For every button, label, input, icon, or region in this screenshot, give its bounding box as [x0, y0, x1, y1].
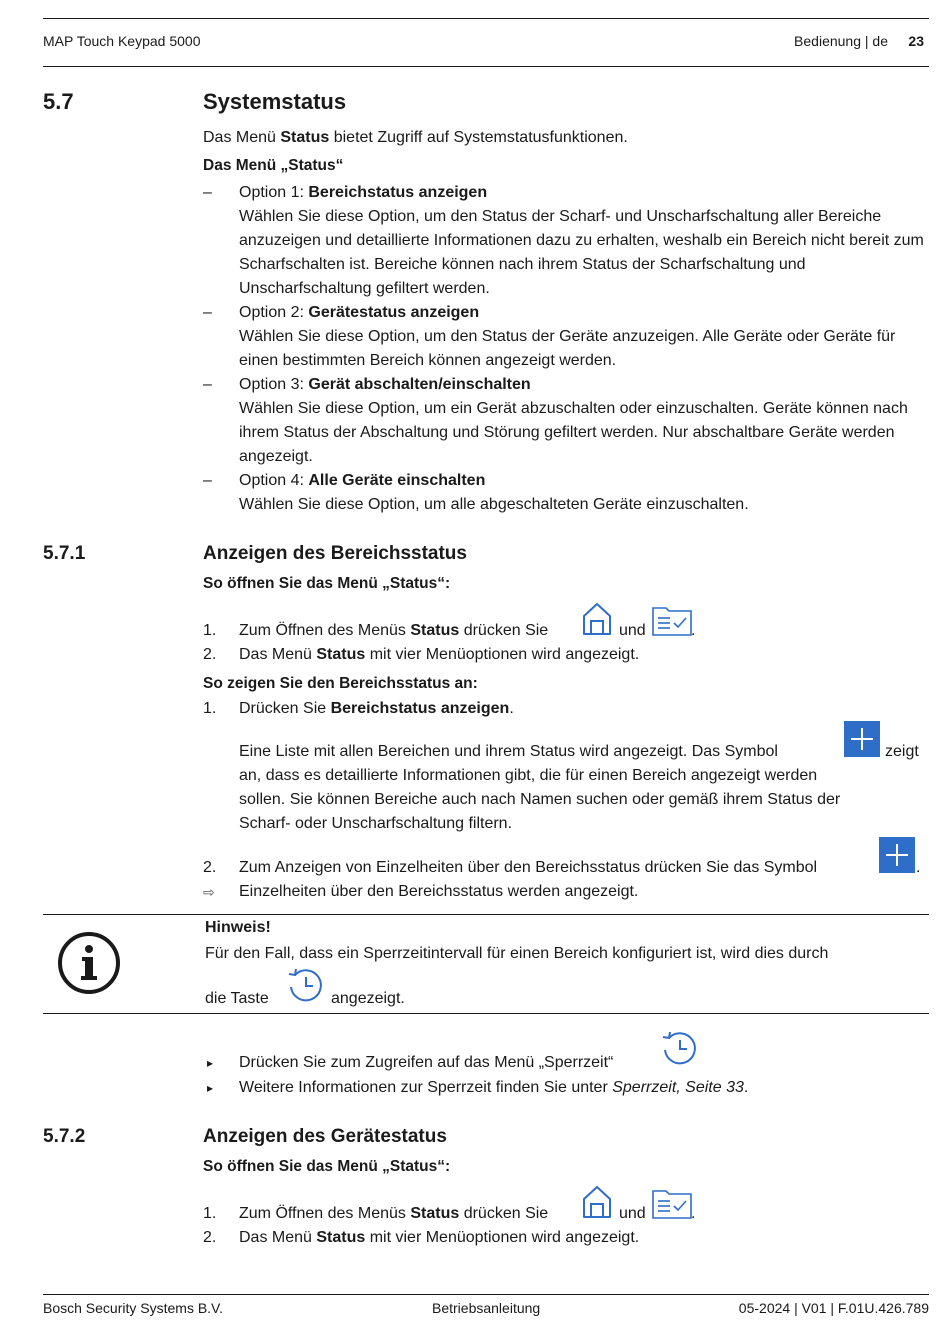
section-title-5-7-2: Anzeigen des Gerätestatus	[203, 1126, 447, 1147]
status-list-icon	[652, 606, 692, 636]
header-top-rule	[43, 18, 929, 19]
show-paragraph-line-4: Scharf- oder Unscharfschaltung filtern.	[239, 815, 513, 832]
home-icon	[582, 602, 612, 636]
open-menu-heading-2: So öffnen Sie das Menü „Status“:	[203, 1158, 451, 1175]
show-paragraph-line-3: sollen. Sie können Bereiche auch nach Namen suchen oder gemäß ihrem Status der	[239, 791, 841, 808]
and-word: und	[619, 1205, 646, 1222]
and-word: und	[619, 622, 646, 639]
step-end-period: .	[691, 1205, 696, 1222]
note-top-rule	[43, 914, 929, 915]
note-title: Hinweis!	[205, 919, 271, 936]
footer-company: Bosch Security Systems B.V.	[43, 1300, 223, 1316]
history-clock-icon	[287, 966, 325, 1004]
show-status-heading: So zeigen Sie den Bereichsstatus an:	[203, 675, 478, 692]
header-page-number: 23	[908, 33, 924, 49]
note-line-1: Für den Fall, dass ein Sperrzeitintervall für einen Bereich konfiguriert ist, wird dies durch	[205, 945, 829, 962]
show-paragraph-first-line: Eine Liste mit allen Bereichen und ihrem Status wird angezeigt. Das Symbol	[239, 743, 778, 760]
menu-heading: Das Menü „Status“	[203, 157, 344, 174]
history-clock-icon	[661, 1029, 699, 1067]
header-product: MAP Touch Keypad 5000	[43, 33, 201, 49]
note-bottom-rule	[43, 1013, 929, 1014]
show-paragraph-zeigt: zeigt	[885, 743, 919, 760]
info-icon	[56, 930, 122, 996]
footer-rule	[43, 1294, 929, 1295]
section-title-5-7-1: Anzeigen des Bereichsstatus	[203, 543, 467, 564]
section-title-5-7: Systemstatus	[203, 89, 347, 114]
section-intro: Das Menü Status bietet Zugriff auf Systemstatusfunktionen.	[203, 129, 628, 146]
cross-reference-link[interactable]: Sperrzeit, Seite 33	[612, 1079, 744, 1096]
section-number-5-7-1: 5.7.1	[43, 543, 86, 564]
footer-doctype: Betriebsanleitung	[432, 1300, 541, 1316]
note-line-2-end: angezeigt.	[331, 990, 405, 1007]
step-end-period: .	[916, 859, 921, 876]
header-bottom-rule	[43, 66, 929, 67]
home-icon	[582, 1185, 612, 1219]
plus-icon	[844, 721, 880, 757]
header-section: Bedienung | de	[794, 33, 888, 49]
show-paragraph-line-2: an, dass es detaillierte Informationen gibt, die für einen Bereich angezeigt werden	[239, 767, 818, 784]
plus-icon	[879, 837, 915, 873]
section-number-5-7: 5.7	[43, 89, 74, 114]
note-line-2-start: die Taste	[205, 990, 269, 1007]
step-end-period: .	[691, 622, 696, 639]
open-menu-heading-1: So öffnen Sie das Menü „Status“:	[203, 575, 451, 592]
footer-docref: 05-2024 | V01 | F.01U.426.789	[738, 1300, 929, 1316]
section-number-5-7-2: 5.7.2	[43, 1126, 86, 1147]
status-list-icon	[652, 1189, 692, 1219]
